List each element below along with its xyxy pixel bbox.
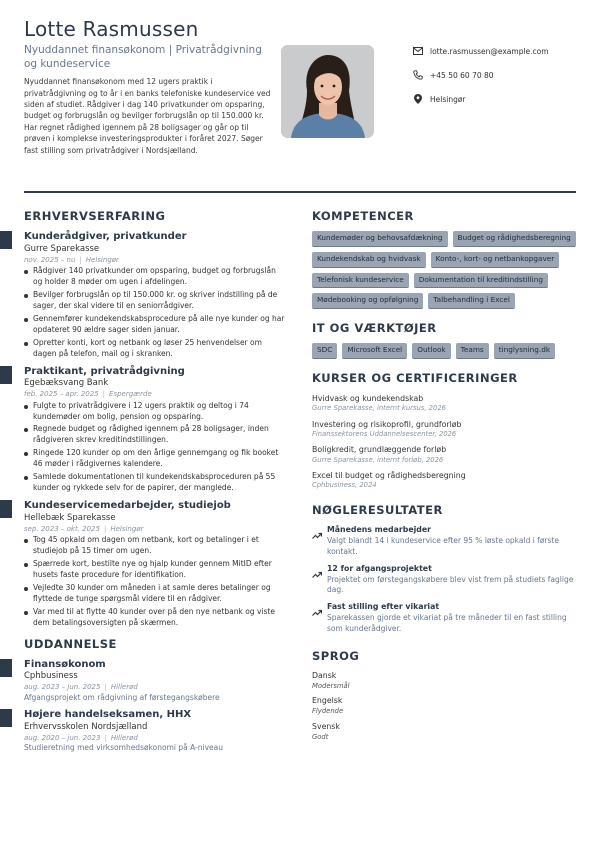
tool-tag: SDC [312,343,337,359]
course-name: Boligkredit, grundlæggende forløb [312,445,447,455]
tool-tag: Outlook [412,343,450,359]
course-meta: Finanssektorens Uddannelsescenter, 2026 [312,429,457,438]
entry-marker [0,500,12,518]
school-name: Erhvervsskolen Nordsjælland [24,721,148,732]
results-heading: NØGLERESULTATER [312,503,443,517]
trend-up-icon [312,526,322,536]
degree-title: Finansøkonom [24,658,106,670]
tool-tag: tinglysning.dk [494,343,555,359]
bullet-item: Ringede 120 kunder op om den årlige gennemgang og fik booket 46 møder i rådgivernes kalendere. [24,448,286,470]
job-bullets [24,401,286,495]
trend-up-icon [312,603,322,613]
candidate-subtitle: Nyuddannet finansøkonom | Privatrådgivning og kundeservice [24,44,262,70]
education-heading: UDDANNELSE [24,636,117,651]
skill-tag: Kundekendskab og hvidvask [312,252,426,268]
bullet-item: Regnede budget og rådighed igennem på 28 boligsager, inden rådgiveren skrev kreditindstillingen. [24,424,286,446]
language-level: Flydende [312,707,344,716]
language-item [312,722,576,742]
result-desc: Sparekassen gjorde et vikariat på tre måneder til en fast stilling som kunderådgiver. [327,613,567,634]
trend-up-icon [312,565,322,575]
language-level: Godt [312,732,329,741]
entry-marker [0,709,12,727]
school-name: Cphbusiness [24,671,78,682]
skill-tag: Telefonisk kundeservice [312,273,409,289]
job-location: Helsingør [85,255,119,264]
job-meta: nov. 2025 – nu | Helsingør [24,255,119,264]
course-meta: Gurre Sparekasse, internt forløb, 2026 [312,455,444,464]
results-list [312,525,576,635]
skill-tag: Mødebooking og opfølgning [312,293,423,309]
phone-text: +45 50 60 70 80 [430,70,494,80]
right-column [312,209,576,747]
profile-photo [281,45,374,138]
phone-icon [413,70,423,80]
language-item [312,696,576,716]
bullet-item: Tog 45 opkald om dagen om netbank, kort og betalinger i et studiejob på 15 timer om ugen. [24,535,286,557]
tool-tag: Microsoft Excel [342,343,407,359]
language-name: Dansk [312,670,337,680]
contact-email[interactable] [413,45,588,57]
job-period: sep. 2023 – okt. 2025 [24,524,100,533]
skill-tag: Talbehandling i Excel [428,293,515,309]
result-item [312,602,576,635]
profile-summary: Nyuddannet finansøkonom med 12 ugers praktik i privatrådgivning og to år i en banks telefoniske kundeservice ved siden af studiet. Rådgiver i dag 140 privatkunder om opsparing, budget og forbrugslån og bevilger forbrugslån op til 150.000 kr. Har regnet rådighed igennem på 28 boligsager og går op til prøven i komplekse investeringsprodukter i foråret 2027. Søger fast stilling som privatrådgiver i Nordsjælland. [24,77,271,155]
job-location: Helsingør [110,524,144,533]
bullet-item: Spærrede kort, bestilte nye og hjalp kunder gennem MitID efter husets faste procedure for identifikation. [24,559,286,581]
employer: Gurre Sparekasse [24,243,100,254]
degree-title: Højere handelseksamen, HHX [24,709,192,721]
education-period: aug. 2023 – jun. 2025 [24,683,101,692]
entry-marker [0,659,12,677]
job-title: Praktikant, privatrådgivning [24,365,185,377]
candidate-name: Lotte Rasmussen [24,17,199,41]
job-meta: feb. 2025 – apr. 2025 | Espergærde [24,390,152,399]
experience-entry [24,231,286,360]
job-period: feb. 2025 – apr. 2025 [24,390,99,399]
result-item [312,525,576,558]
header-divider [24,191,576,193]
tools-heading: IT OG VÆRKTØJER [312,321,437,335]
course-item [312,444,576,465]
location-pin-icon [413,94,423,104]
experience-heading: ERHVERVSERFARING [24,209,166,223]
bullet-item: Opretter konti, kort og netbank og løser 25 henvendelser om dagen på telefon, mail og i skranken. [24,338,286,360]
course-name: Investering og risikoprofil, grundforløb [312,419,462,429]
education-entry [24,709,286,754]
job-title: Kundeservicemedarbejder, studiejob [24,500,231,512]
bullet-item: Vejledte 30 kunder om måneden i at samle deres betalinger og flyttede de tunge spørgsmål videre til en rådgiver. [24,583,286,605]
experience-entry [24,366,286,495]
experience-entry [24,500,286,629]
skills-tags [312,231,576,309]
education-entry [24,659,286,704]
bullet-item: Gennemfører kundekendskabsprocedure på alle nye kunder og har opdateret 90 ældre sager siden januar. [24,314,286,336]
contact-phone[interactable] [413,69,588,81]
education-meta: aug. 2020 – jun. 2023 | Hillerød [24,733,138,742]
education-location: Hillerød [110,733,138,742]
education-period: aug. 2020 – jun. 2023 [24,733,101,742]
education-desc: Afgangsprojekt om rådgivning af førstegangskøbere [24,692,220,702]
job-period: nov. 2025 – nu [24,255,76,264]
bullet-item: Var med til at flytte 40 kunder over på den nye netbank og viste dem betalingsoversigten på skærmen. [24,607,286,629]
result-title: Månedens medarbejder [327,525,431,534]
language-name: Svensk [312,721,340,731]
entry-marker [0,366,12,384]
mail-icon [413,46,423,56]
email-text: lotte.rasmussen@example.com [430,46,549,56]
bullet-item: Fulgte to privatrådgivere i 12 ugers praktik og deltog i 74 kundemøder om bolig, pension og opsparing. [24,401,286,423]
courses-list [312,393,576,491]
portrait-image [281,45,374,138]
course-name: Excel til budget og rådighedsberegning [312,471,466,481]
employer: Hellebæk Sparekasse [24,512,116,523]
result-desc: Projektet om førstegangskøbere blev vist frem på studiets faglige dag. [327,574,574,595]
languages-list [312,671,576,742]
language-level: Modersmål [312,681,350,690]
course-name: Hvidvask og kundekendskab [312,393,424,403]
skill-tag: Budget og rådighedsberegning [453,231,576,247]
course-meta: Gurre Sparekasse, internt kursus, 2026 [312,404,446,413]
contact-location [413,93,588,105]
skills-heading: KOMPETENCER [312,209,414,223]
language-item [312,671,576,691]
course-item [312,470,576,491]
tools-tags [312,343,576,359]
skill-tag: Konto-, kort- og netbankopgaver [431,252,560,268]
education-location: Hillerød [110,683,138,692]
language-name: Engelsk [312,696,343,706]
tool-tag: Teams [456,343,489,359]
job-title: Kunderådgiver, privatkunder [24,231,187,242]
bullet-item: Samlede dokumentationen til kundekendskabsproceduren på 55 kunder og rykkede selv for de papirer, der manglede. [24,472,286,494]
contact-info [413,45,588,117]
education-meta: aug. 2023 – jun. 2025 | Hillerød [24,683,138,692]
job-bullets [24,535,286,629]
bullet-item: Rådgiver 140 privatkunder om opsparing, budget og forbrugslån og holder 8 møder om ugen i afdelingen. [24,266,286,288]
course-item [312,393,576,414]
skill-tag: Dokumentation til kreditindstilling [414,273,548,289]
skill-tag: Kundemøder og behovsafdækning [312,231,448,247]
employer: Egebæksvang Bank [24,378,109,389]
education-desc: Studieretning med virksomhedsøkonomi på A-niveau [24,743,223,753]
header [24,18,274,156]
languages-heading: SPROG [312,648,360,663]
course-meta: Cphbusiness, 2024 [312,481,377,490]
course-item [312,419,576,440]
result-title: 12 for afgangsprojektet [327,563,432,573]
location-text: Helsingør [430,94,466,104]
entry-marker [0,231,12,249]
job-location: Espergærde [109,390,152,399]
result-title: Fast stilling efter vikariat [327,602,440,612]
result-desc: Valgt blandt 14 i kundeservice efter 95 % løste opkald i første kontakt. [327,535,559,556]
job-meta: sep. 2023 – okt. 2025 | Helsingør [24,524,144,533]
result-item [312,564,576,597]
left-column [24,209,286,760]
courses-heading: KURSER OG CERTIFICERINGER [312,370,518,385]
bullet-item: Bevilger forbrugslån op til 150.000 kr. og skriver indstilling på de sager, der skal videre til en seniorrådgiver. [24,290,286,312]
job-bullets [24,266,286,360]
